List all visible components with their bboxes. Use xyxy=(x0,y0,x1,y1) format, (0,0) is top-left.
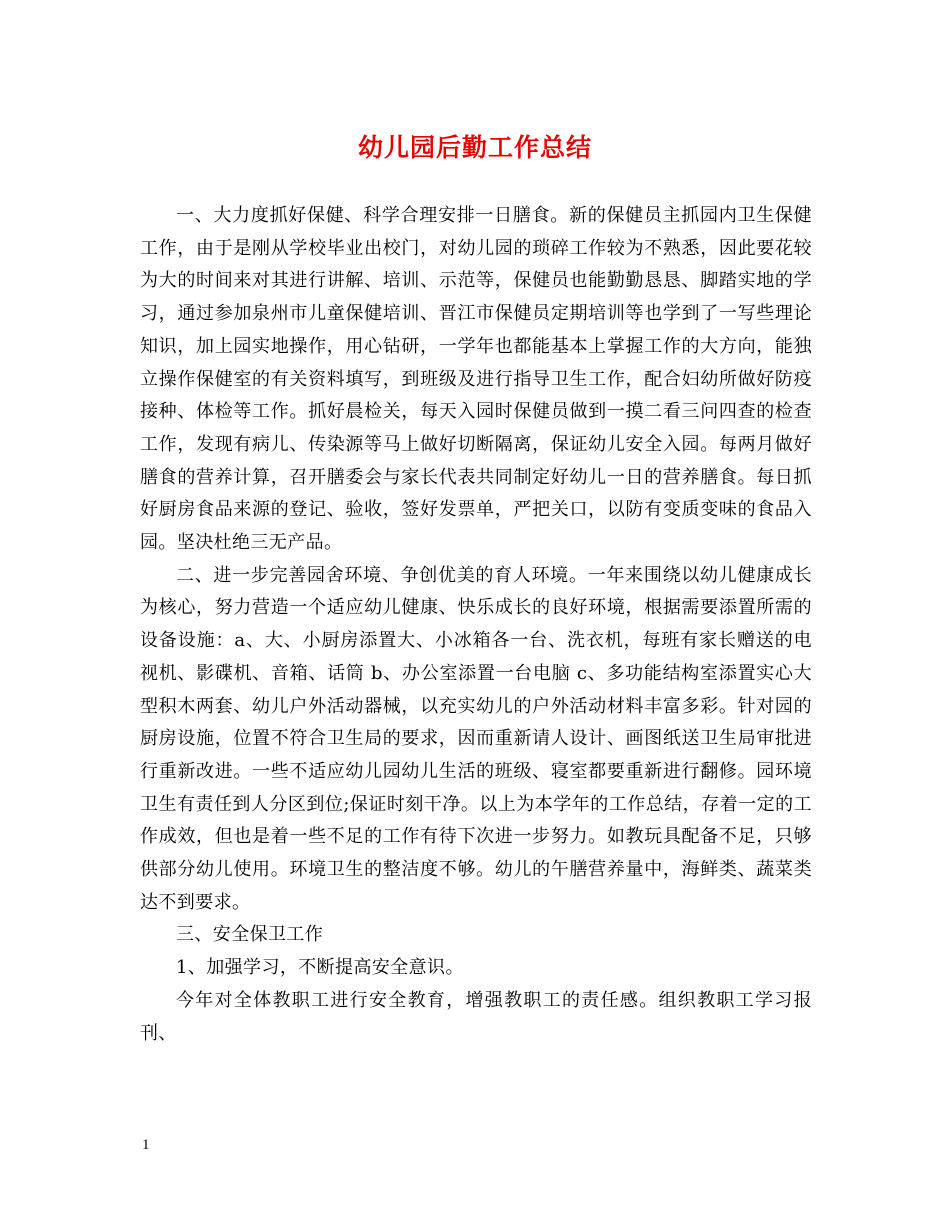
page-number: 1 xyxy=(142,1137,150,1153)
document-body xyxy=(140,200,812,1050)
document-title: 幼儿园后勤工作总结 xyxy=(357,133,592,162)
paragraph-safety-education: 今年对全体教职工进行安全教育，增强教职工的责任感。组织教职工学习报刊、 xyxy=(140,989,812,1044)
section-heading-safety: 三、安全保卫工作 xyxy=(176,924,324,946)
paragraph-environment: 二、进一步完善园舍环境、争创优美的育人环境。一年来围绕以幼儿健康成长为核心，努力营造一个适应幼儿健康、快乐成长的良好环境，根据需要添置所需的设备设施：a、大、小厨房添置大、小冰箱各一台、洗衣机，每班有家长赠送的电视机、影碟机、音箱、话筒 b、办公室添置一台电脑 c、多功能结构室添置实心大型积木两套、幼儿户外活动器械，以充实幼儿的户外活动材料丰富多彩。针对园的厨房设施，位置不符合卫生局的要求，因而重新请人设计、画图纸送卫生局审批进行重新改进。一些不适应幼儿园幼儿生活的班级、寝室都要重新进行翻修。园环境卫生有责任到人分区到位;保证时刻干净。以上为本学年的工作总结，存着一定的工作成效，但也是着一些不足的工作有待下次进一步努力。如教玩具配备不足，只够供部分幼儿使用。环境卫生的整洁度不够。幼儿的午膳营养量中，海鲜类、蔬菜类达不到要求。 xyxy=(140,564,812,913)
subheading-learning: 1、加强学习，不断提高安全意识。 xyxy=(176,957,464,979)
paragraph-health-care: 一、大力度抓好保健、科学合理安排一日膳食。新的保健员主抓园内卫生保健工作，由于是刚从学校毕业出校门，对幼儿园的琐碎工作较为不熟悉，因此要花较为大的时间来对其进行讲解、培训、示范等，保健员也能勤勤恳恳、脚踏实地的学习，通过参加泉州市儿童保健培训、晋江市保健员定期培训等也学到了一写些理论知识，加上园实地操作，用心钻研，一学年也都能基本上掌握工作的大方向，能独立操作保健室的有关资料填写，到班级及进行指导卫生工作，配合妇幼所做好防疫接种、体检等工作。抓好晨检关，每天入园时保健员做到一摸二看三问四查的检查工作，发现有病儿、传染源等马上做好切断隔离，保证幼儿安全入园。每两月做好膳食的营养计算，召开膳委会与家长代表共同制定好幼儿一日的营养膳食。每日抓好厨房食品来源的登记、验收，签好发票单，严把关口，以防有变质变味的食品入园。坚决杜绝三无产品。 xyxy=(140,205,812,554)
